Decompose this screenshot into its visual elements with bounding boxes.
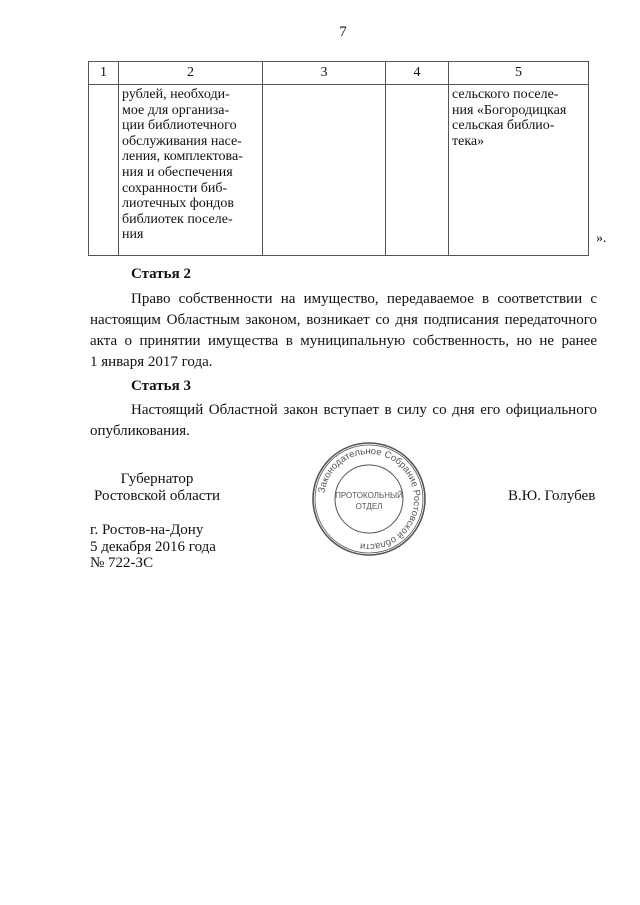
cell-line: сельская библио- <box>452 118 555 134</box>
cell-line: сохранности биб- <box>122 180 228 196</box>
cell-line: обслуживания насе- <box>122 133 242 149</box>
cell-line: ния «Богородицкая <box>452 102 567 118</box>
stamp-center-line1: ПРОТОКОЛЬНЫЙ <box>335 491 403 500</box>
article-3-heading: Статья 3 <box>131 378 191 394</box>
city: г. Ростов-на-Дону <box>90 522 204 538</box>
place-date-block <box>90 522 216 572</box>
closing-quote: ». <box>596 231 607 246</box>
cell-line: библиотек поселе- <box>122 211 233 227</box>
table-cell-col5 <box>449 85 589 256</box>
cell-line: рублей, необходи- <box>122 87 230 102</box>
page-number: 7 <box>339 24 347 40</box>
text-line: опубликования. <box>90 423 190 439</box>
stamp-ring-text: Законодательное Собрание Ростовской области <box>316 445 423 553</box>
cell-line: ния <box>122 227 144 243</box>
cell-line: сельского поселе- <box>452 87 559 102</box>
text-line: настоящим Областным законом, возникает со дня подписания передаточного <box>90 312 597 328</box>
text-line: Право собственности на имущество, передаваемое в соответствии с <box>131 291 597 307</box>
table-header-cell: 1 <box>89 62 119 85</box>
text-line: Настоящий Областной закон вступает в силу со дня его официального <box>131 402 597 418</box>
signatory-position <box>90 471 224 505</box>
table-header-cell: 5 <box>449 62 589 85</box>
signatory-name: В.Ю. Голубев <box>508 488 596 504</box>
law-table <box>88 61 589 256</box>
official-stamp <box>311 441 427 557</box>
text-line: 1 января 2017 года. <box>90 354 213 370</box>
table-cell-col3 <box>263 85 386 256</box>
article-2-text <box>90 289 597 373</box>
cell-line: ции библиотечного <box>122 118 237 134</box>
table-row <box>89 85 589 256</box>
date: 5 декабря 2016 года <box>90 538 216 555</box>
table-cell-col1 <box>89 85 119 256</box>
position-line: Губернатор <box>120 471 194 487</box>
table-cell-col2 <box>119 85 263 256</box>
law-number: № 722-ЗС <box>90 555 154 571</box>
table-header-cell: 2 <box>119 62 263 85</box>
text-line: акта о принятии имущества в муниципальную собственность, но не ранее <box>90 333 597 349</box>
cell-line: мое для организа- <box>122 102 230 118</box>
cell-line: лиотечных фондов <box>122 196 235 212</box>
table-cell-col4 <box>386 85 449 256</box>
cell-line: ния и обеспечения <box>122 164 233 180</box>
stamp-center-line2: ОТДЕЛ <box>355 502 383 511</box>
table-header-cell: 3 <box>263 62 386 85</box>
cell-line: ления, комплектова- <box>122 149 243 165</box>
position-line: Ростовской области <box>94 488 220 504</box>
table-header-cell: 4 <box>386 62 449 85</box>
table-header-row <box>89 62 589 85</box>
cell-line: тека» <box>452 133 485 149</box>
article-2-heading: Статья 2 <box>131 266 191 282</box>
article-3-text <box>90 400 597 442</box>
